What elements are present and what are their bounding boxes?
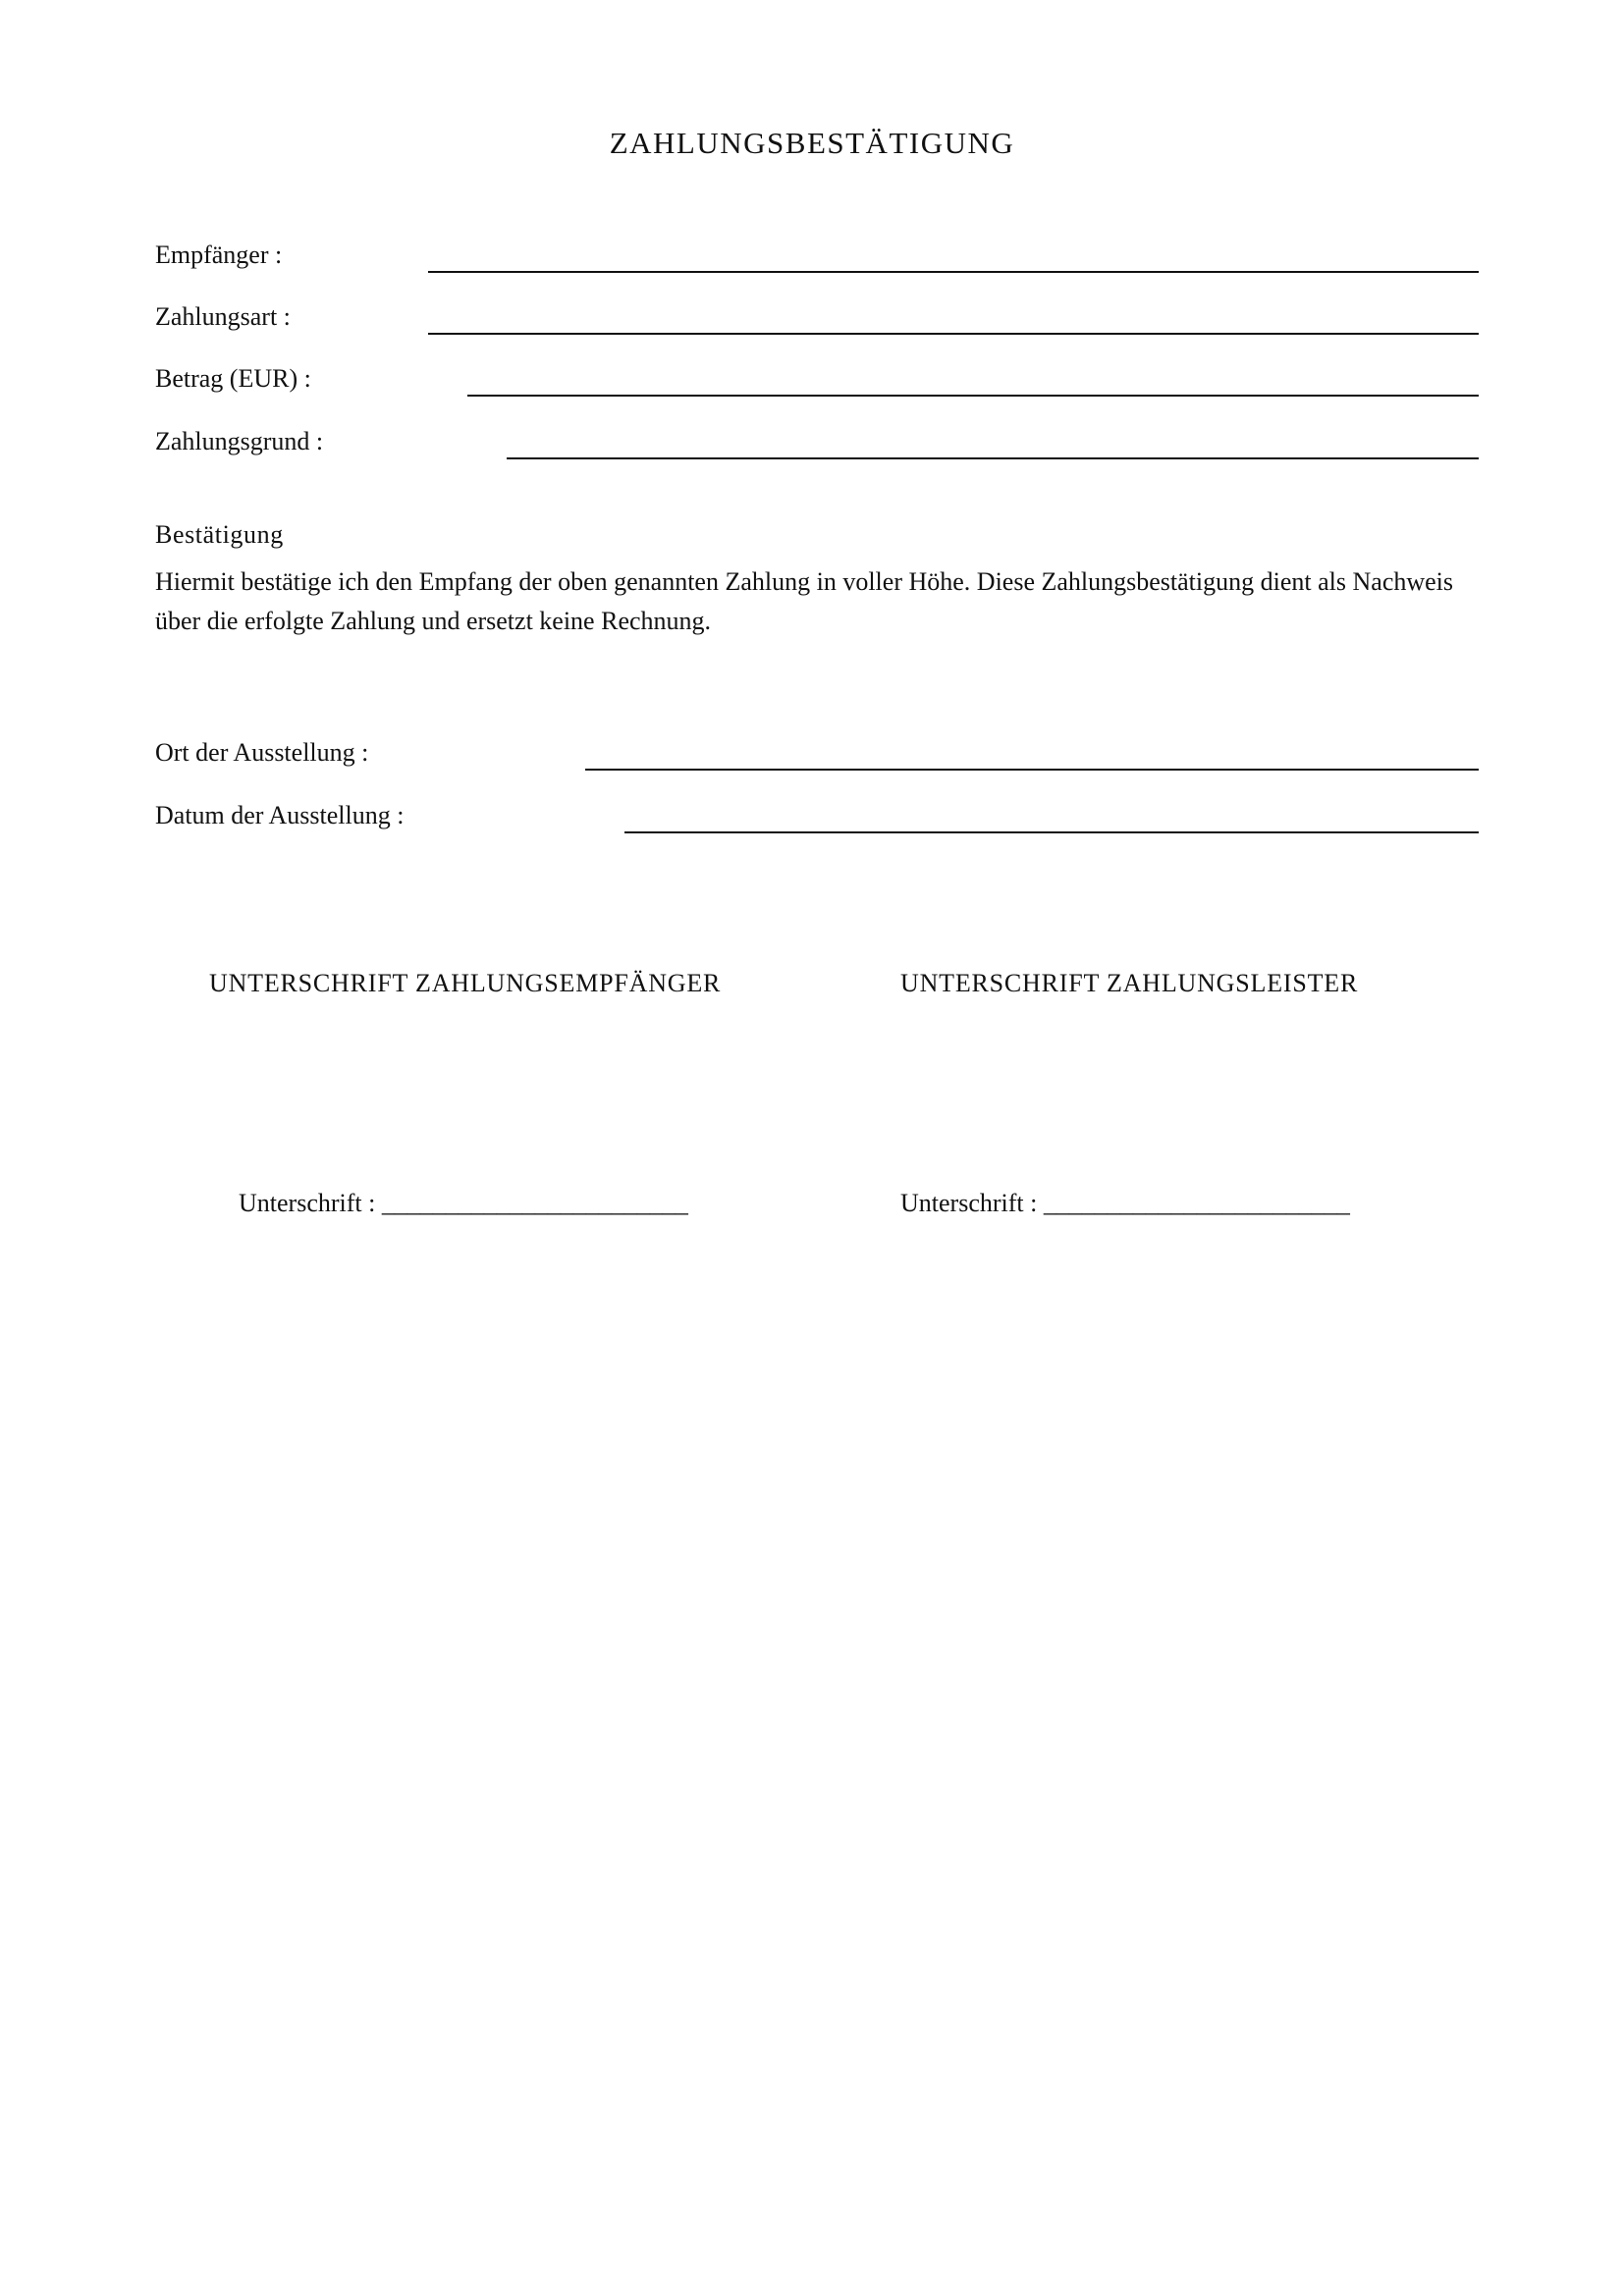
signature-line-payer[interactable]: Unterschrift : ________________________: [900, 1189, 1350, 1217]
field-line-recipient[interactable]: [428, 271, 1479, 273]
field-label-recipient: Empfänger :: [155, 240, 283, 269]
issue-date-line[interactable]: [624, 831, 1479, 833]
field-label-payment-type: Zahlungsart :: [155, 302, 291, 331]
issue-place-line[interactable]: [585, 769, 1479, 771]
field-line-amount[interactable]: [467, 395, 1479, 397]
field-label-amount: Betrag (EUR) :: [155, 364, 311, 393]
field-line-payment-type[interactable]: [428, 333, 1479, 335]
field-label-payment-reason: Zahlungsgrund :: [155, 427, 324, 455]
document-title: ZAHLUNGSBESTÄTIGUNG: [609, 126, 1015, 160]
confirmation-heading: Bestätigung: [155, 520, 284, 549]
issue-date-label: Datum der Ausstellung :: [155, 801, 405, 829]
field-line-payment-reason[interactable]: [507, 457, 1479, 459]
signature-line-recipient[interactable]: Unterschrift : ________________________: [239, 1189, 688, 1217]
signature-heading-recipient: UNTERSCHRIFT ZAHLUNGSEMPFÄNGER: [209, 969, 722, 997]
confirmation-text: Hiermit bestätige ich den Empfang der oben genannten Zahlung in voller Höhe. Diese Zahlungsbestätigung dient als Nachweis über die erfolgte Zahlung und ersetzt keine Rechnung.: [155, 567, 1454, 635]
signature-heading-payer: UNTERSCHRIFT ZAHLUNGSLEISTER: [900, 969, 1359, 997]
issue-place-label: Ort der Ausstellung :: [155, 738, 369, 767]
